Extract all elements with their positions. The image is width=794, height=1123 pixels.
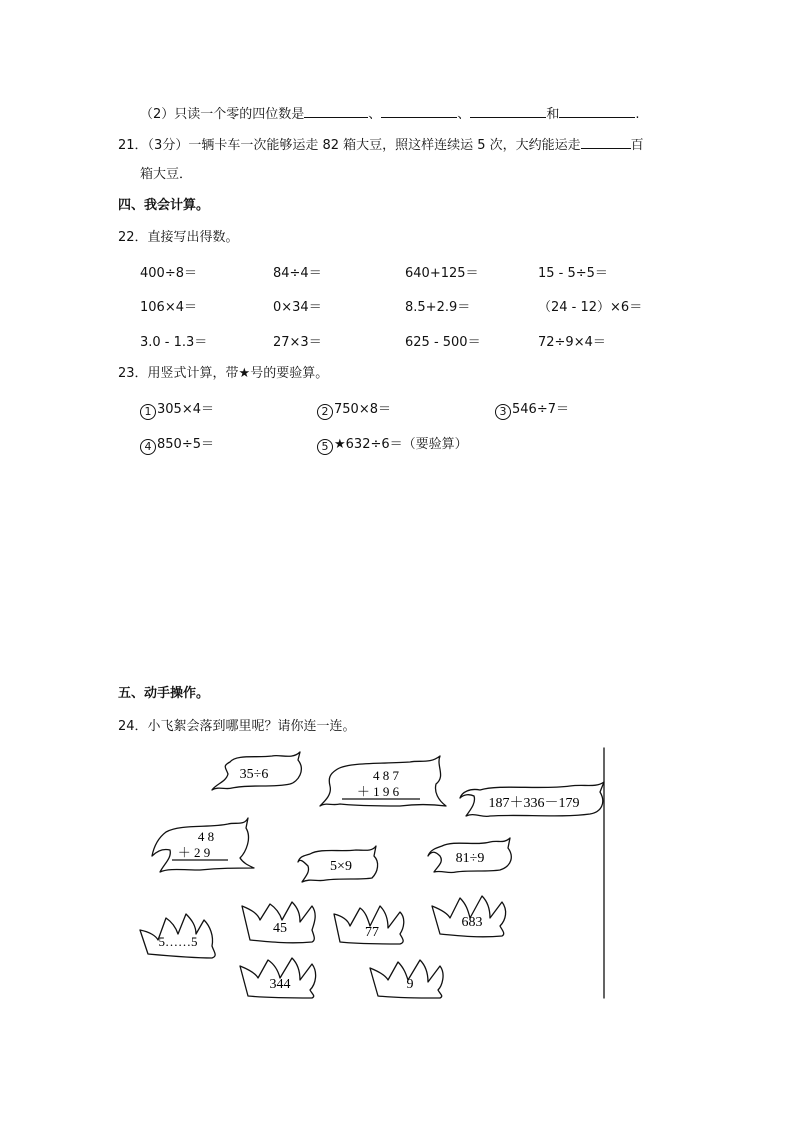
grass-5-shape [240, 958, 316, 998]
grass-3-text: 77 [365, 925, 379, 940]
grass-2-shape [242, 902, 315, 943]
grass-1-text: 5……5 [158, 934, 198, 949]
fluff-4-shape [152, 818, 254, 872]
q23-item-4-expr: 850÷5＝ [157, 437, 214, 452]
q20-end: . [635, 107, 640, 122]
grass-2-text: 45 [273, 921, 287, 936]
q21-line-2: 箱大豆． [140, 167, 193, 182]
q20-blank-2[interactable] [381, 104, 457, 118]
grass-6-text: 9 [406, 977, 414, 992]
q22-r2-c3: 8.5+2.9＝ [405, 300, 471, 315]
q20-part2-line [140, 104, 639, 124]
fluff-6-text: 81÷9 [455, 851, 485, 866]
q20-prefix: （2）只读一个零的四位数是 [140, 107, 305, 122]
fluff-3-shape [460, 782, 604, 816]
q20-sep-1: 、 [368, 107, 382, 122]
grass-3-shape [334, 906, 404, 944]
q24-title: 24．小飞絮会落到哪里呢？请你连一连。 [118, 719, 356, 734]
q20-sep-2: 、 [457, 107, 471, 122]
fluff-6-shape [428, 838, 511, 873]
fluff-3-text: 187＋336－179 [488, 796, 580, 811]
circled-number-5: 5 [317, 439, 333, 455]
q22-r2-c4: （24 - 12）×6＝ [538, 300, 643, 315]
q22-r1-c1: 400÷8＝ [140, 266, 197, 281]
circled-number-4: 4 [140, 439, 156, 455]
q22-r1-c2: 84÷4＝ [273, 266, 322, 281]
q22-r1-c3: 640+125＝ [405, 266, 479, 281]
q22-r3-c2: 27×3＝ [273, 335, 322, 350]
q23-item-5 [317, 433, 468, 455]
q23-item-2 [317, 398, 391, 420]
q20-blank-4[interactable] [559, 104, 635, 118]
q22-r3-c1: 3.0 - 1.3＝ [140, 335, 208, 350]
q22-r3-c3: 625 - 500＝ [405, 335, 481, 350]
fluff-4-text-bottom: ＋ 2 9 [177, 845, 211, 860]
q21-text: 21．（3分）一辆卡车一次能够运走 82 箱大豆，照这样连续运 5 次，大约能运走 [118, 138, 581, 153]
q22-title: 22．直接写出得数。 [118, 230, 239, 245]
q22-r3-c4: 72÷9×4＝ [538, 335, 606, 350]
fluff-4-text-top: 4 8 [197, 829, 215, 844]
q23-item-3-expr: 546÷7＝ [512, 402, 569, 417]
q20-blank-3[interactable] [470, 104, 546, 118]
q23-item-2-expr: 750×8＝ [334, 402, 391, 417]
circled-number-3: 3 [495, 404, 511, 420]
q21-unit: 百 [630, 138, 644, 153]
fluff-1-shape [212, 752, 301, 790]
grass-6-shape [370, 960, 443, 998]
q22-r1-c4: 15 - 5÷5＝ [538, 266, 608, 281]
q23-title: 23．用竖式计算，带★号的要验算。 [118, 366, 329, 381]
q21-line-1 [118, 135, 644, 155]
fluff-5-shape [298, 846, 378, 882]
section-5-heading: 五、动手操作。 [118, 686, 210, 701]
fluff-1-text: 35÷6 [239, 767, 269, 782]
q23-item-1 [140, 398, 214, 420]
q20-sep-3: 和 [546, 107, 560, 122]
q22-r2-c1: 106×4＝ [140, 300, 197, 315]
fluff-5-text: 5×9 [330, 859, 352, 874]
fluff-2-text-top: 4 8 7 [373, 768, 399, 783]
q21-blank[interactable] [581, 135, 631, 149]
grass-4-text: 683 [461, 915, 483, 930]
grass-4-shape [432, 896, 506, 937]
q23-item-4 [140, 433, 214, 455]
fluff-2-shape [320, 756, 446, 806]
q23-item-5-expr: ★632÷6＝（要验算） [334, 437, 468, 452]
circled-number-1: 1 [140, 404, 156, 420]
q22-r2-c2: 0×34＝ [273, 300, 322, 315]
grass-5-text: 344 [269, 977, 291, 992]
grass-1-shape [140, 914, 215, 958]
section-4-heading: 四、我会计算。 [118, 198, 210, 213]
q23-item-3 [495, 398, 569, 420]
fluff-2-text-bottom: ＋ 1 9 6 [356, 784, 400, 799]
circled-number-2: 2 [317, 404, 333, 420]
q20-blank-1[interactable] [304, 104, 368, 118]
q23-item-1-expr: 305×4＝ [157, 402, 214, 417]
